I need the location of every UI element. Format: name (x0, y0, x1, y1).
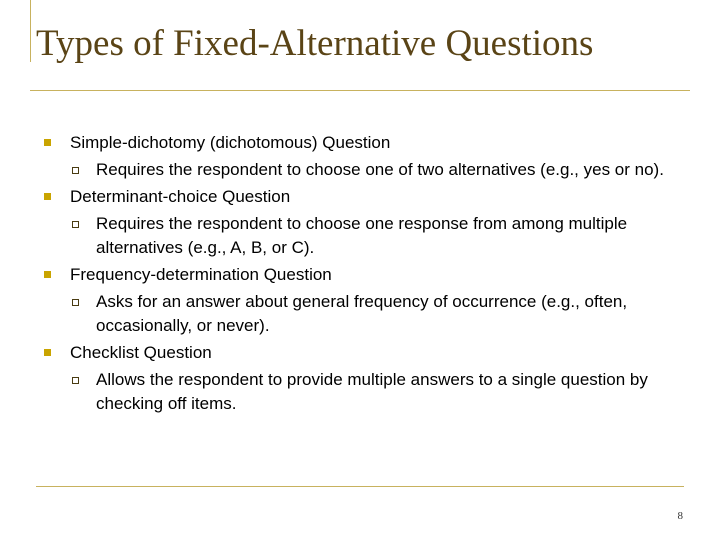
square-bullet-icon (44, 271, 51, 278)
hollow-square-bullet-icon (72, 167, 79, 174)
bullet-item (44, 342, 684, 364)
bullet-text: Frequency-determination Question (70, 265, 332, 284)
list-item (44, 342, 684, 416)
slide-title: Types of Fixed-Alternative Questions (36, 23, 594, 64)
bullet-item (44, 264, 684, 286)
bullet-list (44, 132, 684, 420)
title-divider (30, 90, 690, 91)
sub-bullet-text: Requires the respondent to choose one of two alternatives (e.g., yes or no). (96, 160, 664, 179)
square-bullet-icon (44, 139, 51, 146)
bullet-text: Checklist Question (70, 343, 212, 362)
sub-bullet-item (44, 368, 684, 416)
sub-bullet-item (44, 158, 684, 182)
page-number: 8 (677, 510, 683, 522)
hollow-square-bullet-icon (72, 299, 79, 306)
list-item (44, 264, 684, 338)
bullet-text: Determinant-choice Question (70, 187, 291, 206)
list-item (44, 132, 684, 182)
hollow-square-bullet-icon (72, 221, 79, 228)
title-accent-line (30, 0, 31, 62)
bullet-item (44, 186, 684, 208)
sub-bullet-text: Requires the respondent to choose one response from among multiple alternatives (e.g., A, B, or C). (96, 214, 628, 257)
bullet-item (44, 132, 684, 154)
footer-divider (36, 486, 684, 487)
bullet-text: Simple-dichotomy (dichotomous) Question (70, 133, 391, 152)
square-bullet-icon (44, 193, 51, 200)
sub-bullet-text: Asks for an answer about general frequency of occurrence (e.g., often, occasionally, or never). (96, 292, 628, 335)
square-bullet-icon (44, 349, 51, 356)
list-item (44, 186, 684, 260)
hollow-square-bullet-icon (72, 377, 79, 384)
sub-bullet-item (44, 290, 684, 338)
sub-bullet-text: Allows the respondent to provide multiple answers to a single question by checking off items. (96, 370, 648, 413)
sub-bullet-item (44, 212, 684, 260)
